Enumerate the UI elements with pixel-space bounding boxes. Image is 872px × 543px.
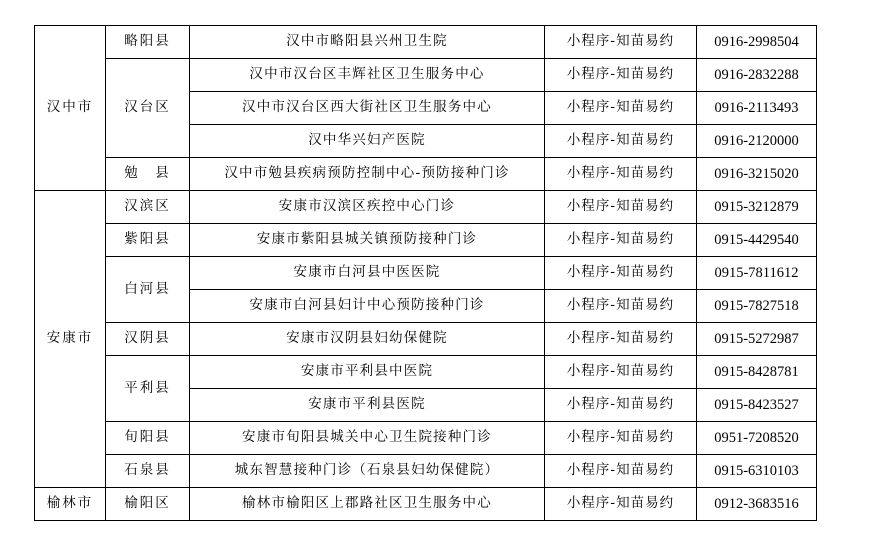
phone-cell: 0915-8423527 — [697, 389, 817, 422]
clinic-name-cell: 安康市汉滨区疾控中心门诊 — [190, 191, 545, 224]
clinic-table-body — [35, 26, 817, 521]
city-cell: 安康市 — [35, 191, 106, 488]
clinic-name-cell: 榆林市榆阳区上郡路社区卫生服务中心 — [190, 488, 545, 521]
phone-cell: 0915-8428781 — [697, 356, 817, 389]
booking-channel-cell: 小程序-知苗易约 — [545, 125, 697, 158]
booking-channel-cell: 小程序-知苗易约 — [545, 389, 697, 422]
city-cell: 榆林市 — [35, 488, 106, 521]
phone-cell: 0916-2832288 — [697, 59, 817, 92]
phone-cell: 0916-2998504 — [697, 26, 817, 59]
clinic-name-cell: 汉中市略阳县兴州卫生院 — [190, 26, 545, 59]
county-cell: 紫阳县 — [106, 224, 190, 257]
county-cell: 汉台区 — [106, 59, 190, 158]
phone-cell: 0915-3212879 — [697, 191, 817, 224]
phone-cell: 0915-5272987 — [697, 323, 817, 356]
booking-channel-cell: 小程序-知苗易约 — [545, 158, 697, 191]
booking-channel-cell: 小程序-知苗易约 — [545, 455, 697, 488]
booking-channel-cell: 小程序-知苗易约 — [545, 422, 697, 455]
county-cell: 石泉县 — [106, 455, 190, 488]
booking-channel-cell: 小程序-知苗易约 — [545, 224, 697, 257]
county-cell: 旬阳县 — [106, 422, 190, 455]
booking-channel-cell: 小程序-知苗易约 — [545, 290, 697, 323]
booking-channel-cell: 小程序-知苗易约 — [545, 92, 697, 125]
county-cell: 汉阴县 — [106, 323, 190, 356]
county-cell: 汉滨区 — [106, 191, 190, 224]
table-row — [35, 26, 817, 59]
clinic-name-cell: 安康市汉阴县妇幼保健院 — [190, 323, 545, 356]
booking-channel-cell: 小程序-知苗易约 — [545, 488, 697, 521]
clinic-name-cell: 安康市白河县妇计中心预防接种门诊 — [190, 290, 545, 323]
booking-channel-cell: 小程序-知苗易约 — [545, 356, 697, 389]
table-row — [35, 224, 817, 257]
clinic-name-cell: 城东智慧接种门诊（石泉县妇幼保健院） — [190, 455, 545, 488]
table-row — [35, 257, 817, 290]
phone-cell: 0915-7811612 — [697, 257, 817, 290]
table-row — [35, 455, 817, 488]
clinic-name-cell: 安康市紫阳县城关镇预防接种门诊 — [190, 224, 545, 257]
phone-cell: 0916-3215020 — [697, 158, 817, 191]
phone-cell: 0915-6310103 — [697, 455, 817, 488]
phone-cell: 0916-2120000 — [697, 125, 817, 158]
clinic-name-cell: 汉中市汉台区丰辉社区卫生服务中心 — [190, 59, 545, 92]
table-row — [35, 422, 817, 455]
clinic-name-cell: 安康市旬阳县城关中心卫生院接种门诊 — [190, 422, 545, 455]
clinic-name-cell: 汉中市勉县疾病预防控制中心-预防接种门诊 — [190, 158, 545, 191]
phone-cell: 0915-7827518 — [697, 290, 817, 323]
phone-cell: 0915-4429540 — [697, 224, 817, 257]
phone-cell: 0916-2113493 — [697, 92, 817, 125]
clinic-name-cell: 汉中市汉台区西大街社区卫生服务中心 — [190, 92, 545, 125]
booking-channel-cell: 小程序-知苗易约 — [545, 191, 697, 224]
city-cell: 汉中市 — [35, 26, 106, 191]
table-row — [35, 59, 817, 92]
county-cell: 白河县 — [106, 257, 190, 323]
phone-cell: 0912-3683516 — [697, 488, 817, 521]
table-row — [35, 191, 817, 224]
clinic-name-cell: 汉中华兴妇产医院 — [190, 125, 545, 158]
county-cell: 略阳县 — [106, 26, 190, 59]
clinic-name-cell: 安康市白河县中医医院 — [190, 257, 545, 290]
booking-channel-cell: 小程序-知苗易约 — [545, 59, 697, 92]
table-row — [35, 158, 817, 191]
table-row — [35, 488, 817, 521]
booking-channel-cell: 小程序-知苗易约 — [545, 323, 697, 356]
table-row — [35, 323, 817, 356]
phone-cell: 0951-7208520 — [697, 422, 817, 455]
clinic-table — [34, 25, 817, 521]
table-row — [35, 356, 817, 389]
county-cell: 榆阳区 — [106, 488, 190, 521]
booking-channel-cell: 小程序-知苗易约 — [545, 257, 697, 290]
clinic-name-cell: 安康市平利县中医院 — [190, 356, 545, 389]
clinic-name-cell: 安康市平利县医院 — [190, 389, 545, 422]
county-cell: 平利县 — [106, 356, 190, 422]
booking-channel-cell: 小程序-知苗易约 — [545, 26, 697, 59]
county-cell: 勉 县 — [106, 158, 190, 191]
